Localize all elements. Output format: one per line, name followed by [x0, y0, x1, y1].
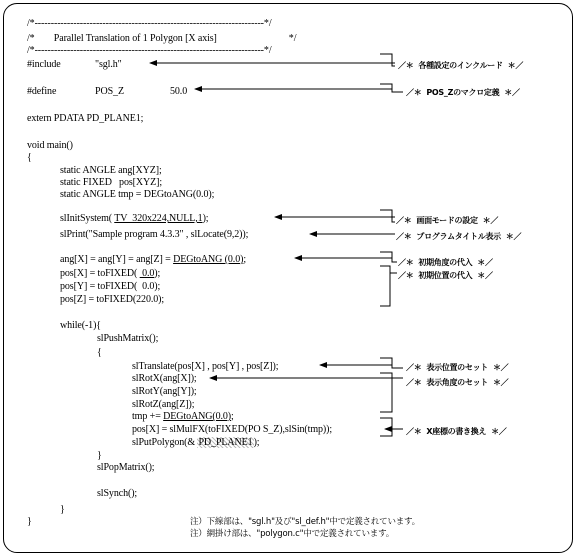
bracket-line: [380, 252, 397, 262]
bracket-line: [380, 373, 392, 412]
annotation-note: ／＊ 初期位置の代入 ＊／: [398, 271, 493, 280]
include-directive: #include "sgl.h": [27, 59, 122, 70]
bracket-line: [380, 84, 403, 92]
code-line: slRotZ(ang[Z]);: [132, 399, 195, 410]
header-rule-bottom: /*-----------------------------------------------------------------------*/: [27, 45, 272, 56]
print-line: slPrint("Sample program 4.3.3" , slLocate(9,2));: [60, 229, 249, 240]
while-close-brace: }: [60, 504, 65, 515]
posx-init-line: pos[X] = toFIXED( 0.0);: [60, 268, 161, 279]
annotation-note: ／＊ 各種設定のインクルード ＊／: [398, 61, 524, 70]
annotation-note: ／＊ 表示角度のセット ＊／: [406, 378, 509, 387]
bracket-line: [380, 210, 395, 222]
main-open-brace: {: [27, 152, 32, 163]
main-close-brace: }: [27, 516, 32, 527]
bracket-line: [380, 266, 390, 306]
annotation-note: ／＊ X座標の書き換え ＊／: [406, 427, 507, 436]
inner-open-brace: {: [97, 347, 102, 358]
code-line: slSynch();: [97, 488, 138, 499]
code-line: static ANGLE ang[XYZ];: [60, 165, 162, 176]
code-line: static FIXED pos[XYZ];: [60, 177, 163, 188]
annotation-note: ／＊ 表示位置のセット ＊／: [406, 363, 509, 372]
inner-close-brace: }: [97, 450, 102, 461]
code-line: static ANGLE tmp = DEGtoANG(0.0);: [60, 189, 215, 200]
code-line: pos[Z] = toFIXED(220.0);: [60, 294, 165, 305]
tmp-line: tmp += DEGtoANG(0.0);: [132, 411, 234, 422]
header-rule-top: /*-----------------------------------------------------------------------*/: [27, 18, 272, 29]
code-line: slRotY(ang[Y]);: [132, 386, 197, 397]
main-signature: void main(): [27, 140, 73, 151]
code-line: slRotX(ang[X]);: [132, 373, 197, 384]
annotation-note: ／＊ プログラムタイトル表示 ＊／: [396, 232, 522, 241]
annotation-note: ／＊ 画面モードの設定 ＊／: [396, 216, 499, 225]
bracket-line: [380, 358, 403, 368]
code-line: pos[Y] = toFIXED( 0.0);: [60, 281, 161, 292]
code-line: pos[X] = slMulFX(toFIXED(PO S_Z),slSin(tmp));: [132, 424, 333, 435]
annotation-note: ／＊ 初期角度の代入 ＊／: [398, 258, 493, 267]
code-line: slPopMatrix();: [97, 462, 155, 473]
footnote-underline: 注）下線部は、"sgl.h"及び"sl_def.h"中で定義されています。: [190, 517, 420, 527]
code-line: slPushMatrix();: [97, 333, 159, 344]
annotation-note: ／＊ POS_Zのマクロ定義 ＊／: [406, 88, 520, 97]
ang-init-line: ang[X] = ang[Y] = ang[Z] = DEGtoANG (0.0);: [60, 254, 247, 265]
code-line: slTranslate(pos[X] , pos[Y] , pos[Z]);: [132, 361, 279, 372]
footnote-hatching: 注）網掛け部は、"polygon.c"中で定義されています。: [190, 529, 394, 539]
extern-line: extern PDATA PD_PLANE1;: [27, 113, 144, 124]
header-title: /* Parallel Translation of 1 Polygon [X axis] */: [27, 33, 297, 44]
define-directive: #define POS_Z 50.0: [27, 86, 188, 97]
bracket-line: [380, 54, 395, 66]
init-system-line: slInitSystem( TV_320x224,NULL,1);: [60, 213, 209, 224]
put-polygon-line: slPutPolygon(& PD_PLANE1);: [132, 437, 260, 448]
bracket-line: [380, 418, 392, 436]
while-line: while(-1){: [60, 320, 102, 331]
